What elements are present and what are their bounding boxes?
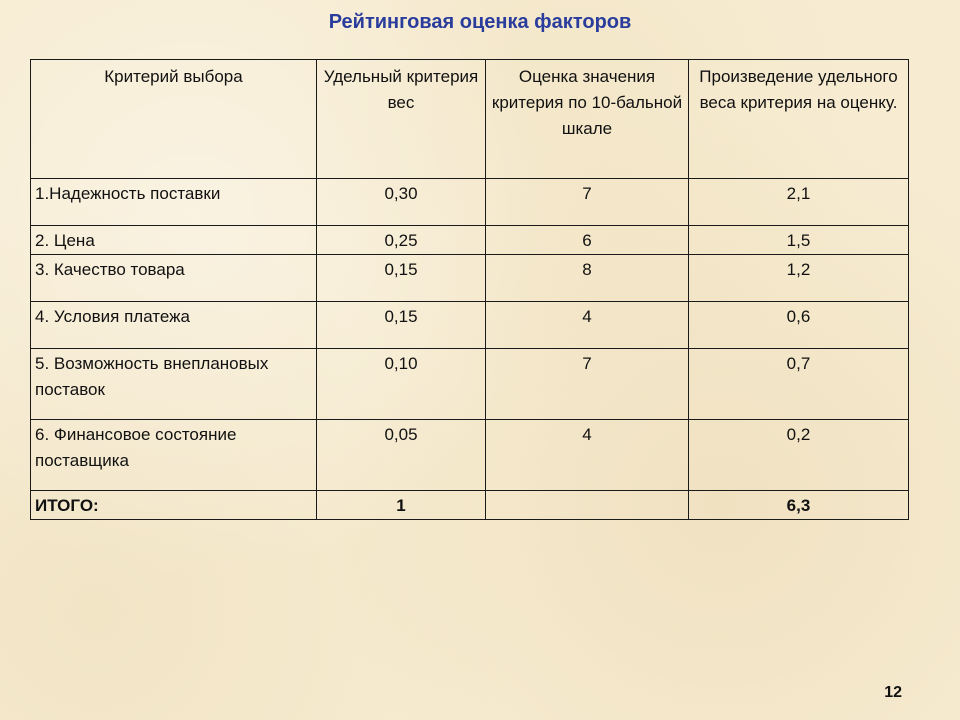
total-row (31, 491, 909, 520)
table-row (31, 255, 909, 302)
score-cell: 7 (486, 349, 689, 420)
product-cell: 0,2 (689, 420, 909, 491)
table-row (31, 420, 909, 491)
score-cell: 6 (486, 226, 689, 255)
factor-rating-table (30, 59, 909, 520)
header-criterion: Критерий выбора (31, 60, 317, 179)
product-cell: 0,6 (689, 302, 909, 349)
total-label-cell: ИТОГО: (31, 491, 317, 520)
table-row (31, 349, 909, 420)
weight-cell: 0,15 (317, 255, 486, 302)
product-cell: 1,2 (689, 255, 909, 302)
product-cell: 1,5 (689, 226, 909, 255)
product-cell: 2,1 (689, 179, 909, 226)
page-title: Рейтинговая оценка факторов (328, 11, 632, 33)
table-row (31, 179, 909, 226)
criterion-cell: 6. Финансовое состояние поставщика (31, 420, 317, 491)
score-cell: 4 (486, 420, 689, 491)
score-cell: 4 (486, 302, 689, 349)
weight-cell: 0,15 (317, 302, 486, 349)
total-weight-cell: 1 (317, 491, 486, 520)
criterion-cell: 2. Цена (31, 226, 317, 255)
total-product-cell: 6,3 (689, 491, 909, 520)
criterion-cell: 3. Качество товара (31, 255, 317, 302)
weight-cell: 0,25 (317, 226, 486, 255)
weight-cell: 0,05 (317, 420, 486, 491)
score-cell: 8 (486, 255, 689, 302)
table-row (31, 302, 909, 349)
header-product: Произведение удельного веса критерия на оценку. (689, 60, 909, 179)
product-cell: 0,7 (689, 349, 909, 420)
weight-cell: 0,10 (317, 349, 486, 420)
criterion-cell: 4. Условия платежа (31, 302, 317, 349)
criterion-cell: 1.Надежность поставки (31, 179, 317, 226)
weight-cell: 0,30 (317, 179, 486, 226)
total-score-cell (486, 491, 689, 520)
table-row (31, 226, 909, 255)
header-weight: Удельный критерия вес (317, 60, 486, 179)
score-cell: 7 (486, 179, 689, 226)
table-header-row (31, 60, 909, 179)
header-score: Оценка значения критерия по 10-бальной шкале (486, 60, 689, 179)
criterion-cell: 5. Возможность внеплановых поставок (31, 349, 317, 420)
page-number: 12 (884, 684, 902, 701)
